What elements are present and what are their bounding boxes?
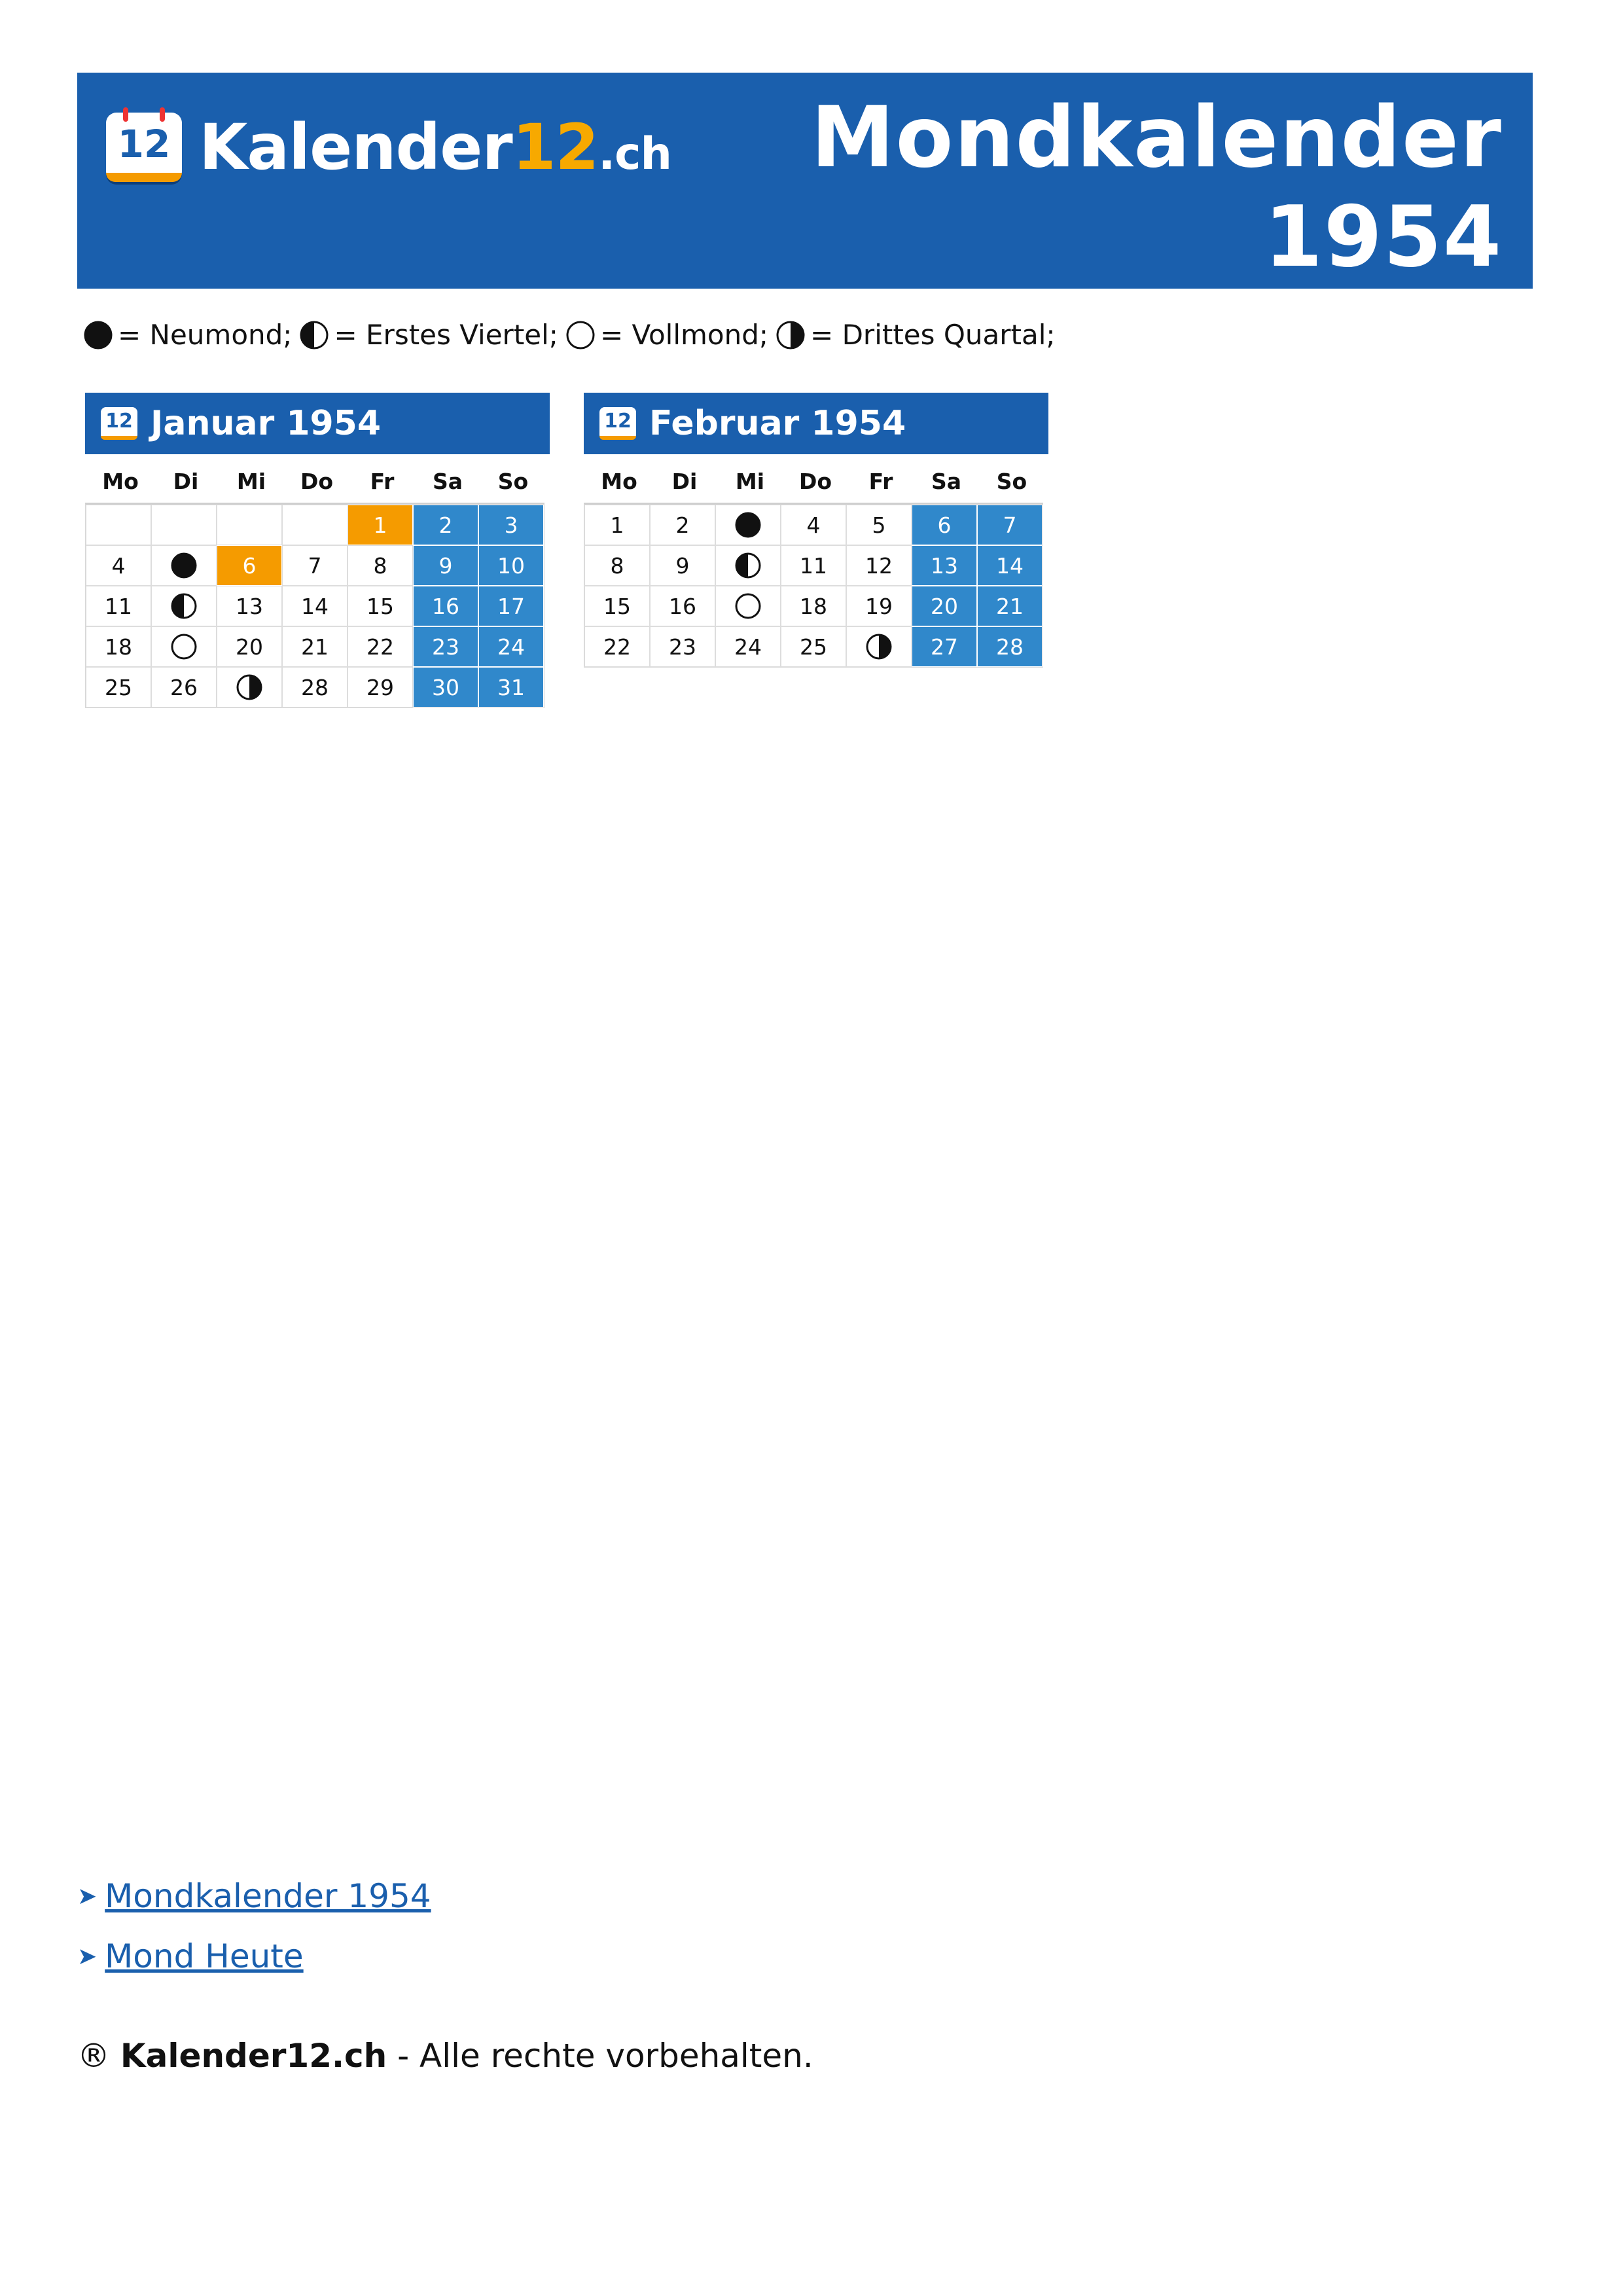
day-cell: 7 bbox=[977, 505, 1043, 545]
logo-icon-number: 12 bbox=[117, 122, 171, 166]
page-header bbox=[77, 73, 1533, 289]
day-cell bbox=[217, 667, 282, 708]
day-cell: 13 bbox=[912, 545, 977, 586]
legend-label: = Neumond; bbox=[118, 319, 293, 351]
link-mondkalender[interactable]: Mondkalender 1954 bbox=[105, 1877, 431, 1915]
logo-tld: .ch bbox=[598, 128, 671, 180]
day-cell: 3 bbox=[478, 505, 544, 545]
new-moon-icon bbox=[84, 321, 113, 350]
day-cell: 26 bbox=[151, 667, 217, 708]
month-calendar bbox=[584, 393, 1048, 668]
day-cell bbox=[715, 545, 781, 586]
day-cell: 2 bbox=[650, 505, 715, 545]
full-moon-icon bbox=[735, 593, 761, 619]
empty-cell bbox=[151, 505, 217, 545]
footer bbox=[77, 2037, 813, 2075]
logo-text bbox=[199, 111, 671, 184]
weekday-label: Sa bbox=[931, 468, 962, 494]
new-moon-icon bbox=[735, 512, 761, 538]
day-cell: 18 bbox=[781, 586, 846, 626]
day-cell: 9 bbox=[413, 545, 478, 586]
day-cell: 4 bbox=[781, 505, 846, 545]
weekday-label: Di bbox=[671, 468, 698, 494]
day-grid bbox=[85, 503, 544, 708]
legend-label: = Erstes Viertel; bbox=[334, 319, 558, 351]
arrow-right-icon: ➤ bbox=[77, 1882, 98, 1910]
month-title: Januar 1954 bbox=[151, 404, 382, 443]
day-cell: 10 bbox=[478, 545, 544, 586]
day-cell: 14 bbox=[282, 586, 348, 626]
weekday-header bbox=[85, 459, 550, 503]
month-calendar bbox=[85, 393, 550, 708]
day-cell: 16 bbox=[413, 586, 478, 626]
footer-brand: Kalender12.ch bbox=[120, 2037, 387, 2075]
day-cell: 11 bbox=[781, 545, 846, 586]
legend-label: = Vollmond; bbox=[599, 319, 769, 351]
day-cell: 23 bbox=[650, 626, 715, 667]
day-cell: 16 bbox=[650, 586, 715, 626]
day-cell bbox=[715, 505, 781, 545]
day-cell: 7 bbox=[282, 545, 348, 586]
weekday-label: Do bbox=[300, 468, 334, 494]
day-cell bbox=[151, 545, 217, 586]
month-title: Februar 1954 bbox=[649, 404, 906, 443]
day-cell: 6 bbox=[912, 505, 977, 545]
day-cell: 17 bbox=[478, 586, 544, 626]
day-cell: 21 bbox=[977, 586, 1043, 626]
weekday-label: Mo bbox=[102, 468, 139, 494]
day-cell: 23 bbox=[413, 626, 478, 667]
day-cell: 15 bbox=[584, 586, 650, 626]
site-logo[interactable] bbox=[106, 108, 671, 187]
legend-label: = Drittes Quartal; bbox=[810, 319, 1056, 351]
day-cell bbox=[846, 626, 912, 667]
full-moon-icon bbox=[566, 321, 595, 350]
day-cell: 30 bbox=[413, 667, 478, 708]
weekday-label: So bbox=[996, 468, 1027, 494]
weekday-label: Fr bbox=[868, 468, 893, 494]
day-cell: 27 bbox=[912, 626, 977, 667]
day-cell: 22 bbox=[348, 626, 413, 667]
weekday-label: Di bbox=[173, 468, 199, 494]
page-title-year: 1954 bbox=[1264, 188, 1503, 286]
footer-text: - Alle rechte vorbehalten. bbox=[387, 2037, 813, 2075]
last-quarter-moon-icon bbox=[866, 634, 892, 660]
day-cell: 21 bbox=[282, 626, 348, 667]
day-cell: 19 bbox=[846, 586, 912, 626]
first-quarter-moon-icon bbox=[300, 321, 329, 350]
day-cell: 1 bbox=[584, 505, 650, 545]
day-cell: 29 bbox=[348, 667, 413, 708]
weekday-label: Mi bbox=[735, 468, 765, 494]
weekday-label: Sa bbox=[432, 468, 463, 494]
empty-cell bbox=[217, 505, 282, 545]
day-cell: 8 bbox=[584, 545, 650, 586]
day-cell: 28 bbox=[282, 667, 348, 708]
first-quarter-moon-icon bbox=[171, 593, 197, 619]
day-cell: 22 bbox=[584, 626, 650, 667]
weekday-label: Fr bbox=[370, 468, 395, 494]
day-cell: 25 bbox=[781, 626, 846, 667]
day-cell: 14 bbox=[977, 545, 1043, 586]
day-cell: 12 bbox=[846, 545, 912, 586]
day-cell: 24 bbox=[715, 626, 781, 667]
last-quarter-moon-icon bbox=[776, 321, 805, 350]
calendar-icon: 12 bbox=[599, 407, 636, 440]
day-cell: 24 bbox=[478, 626, 544, 667]
day-cell: 5 bbox=[846, 505, 912, 545]
links-list bbox=[77, 1877, 431, 1998]
day-cell: 6 bbox=[217, 545, 282, 586]
new-moon-icon bbox=[171, 552, 197, 579]
weekday-header bbox=[584, 459, 1048, 503]
day-cell: 15 bbox=[348, 586, 413, 626]
logo-name: Kalender bbox=[199, 111, 512, 184]
weekday-label: Mi bbox=[236, 468, 266, 494]
day-cell bbox=[151, 626, 217, 667]
link-item bbox=[77, 1937, 431, 1975]
day-cell: 1 bbox=[348, 505, 413, 545]
day-cell: 28 bbox=[977, 626, 1043, 667]
day-cell: 4 bbox=[86, 545, 151, 586]
day-cell bbox=[151, 586, 217, 626]
weekday-label: Mo bbox=[601, 468, 637, 494]
month-header bbox=[584, 393, 1048, 454]
day-cell: 8 bbox=[348, 545, 413, 586]
calendar-logo-icon bbox=[106, 113, 182, 182]
full-moon-icon bbox=[171, 634, 197, 660]
day-cell: 20 bbox=[912, 586, 977, 626]
link-mond-heute[interactable]: Mond Heute bbox=[105, 1937, 304, 1975]
day-cell bbox=[715, 586, 781, 626]
page-title bbox=[811, 88, 1503, 287]
page-title-line1: Mondkalender bbox=[811, 89, 1503, 187]
weekday-label: So bbox=[497, 468, 529, 494]
arrow-right-icon: ➤ bbox=[77, 1943, 98, 1970]
day-cell: 25 bbox=[86, 667, 151, 708]
day-cell: 9 bbox=[650, 545, 715, 586]
calendar-icon: 12 bbox=[101, 407, 137, 440]
day-cell: 18 bbox=[86, 626, 151, 667]
day-cell: 2 bbox=[413, 505, 478, 545]
day-cell: 31 bbox=[478, 667, 544, 708]
weekday-label: Do bbox=[798, 468, 832, 494]
moon-phase-legend bbox=[84, 319, 1063, 351]
empty-cell bbox=[282, 505, 348, 545]
registered-symbol: ® bbox=[77, 2037, 110, 2075]
link-item bbox=[77, 1877, 431, 1915]
day-cell: 11 bbox=[86, 586, 151, 626]
day-cell: 20 bbox=[217, 626, 282, 667]
first-quarter-moon-icon bbox=[735, 552, 761, 579]
day-grid bbox=[584, 503, 1043, 668]
empty-cell bbox=[86, 505, 151, 545]
last-quarter-moon-icon bbox=[236, 674, 262, 700]
month-header bbox=[85, 393, 550, 454]
day-cell: 13 bbox=[217, 586, 282, 626]
logo-digits: 12 bbox=[512, 111, 599, 184]
